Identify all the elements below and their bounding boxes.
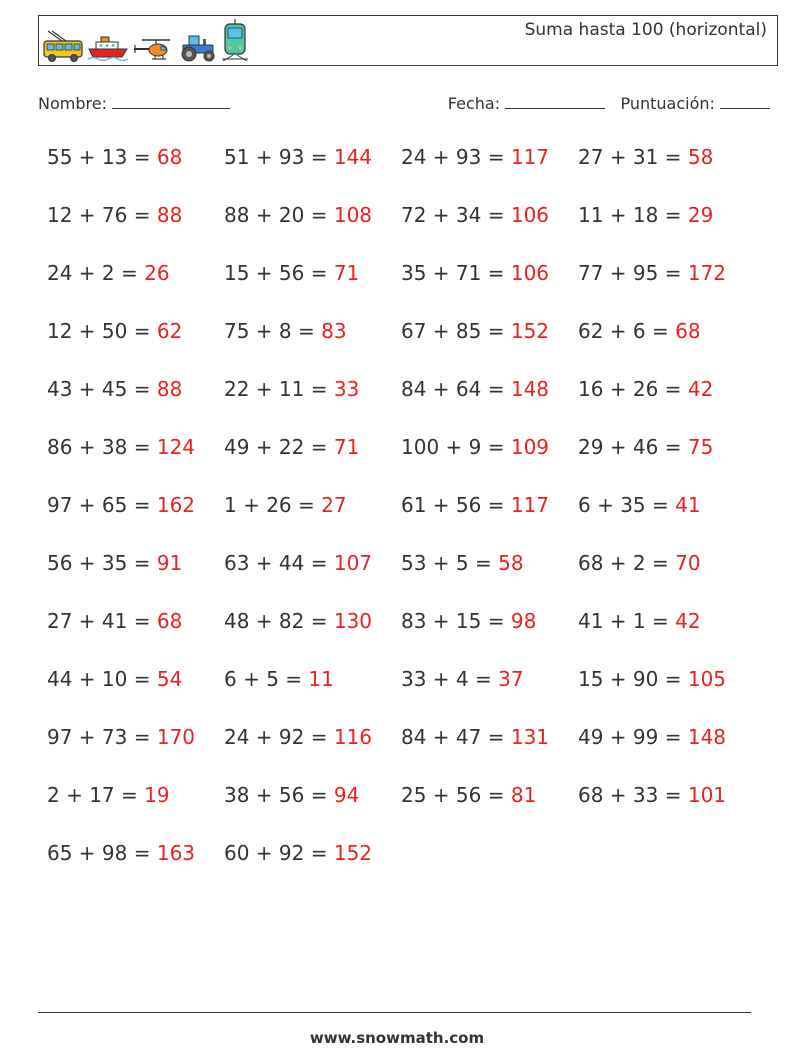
problem-answer: 26: [144, 261, 170, 285]
problem-question: 22 + 11 =: [224, 377, 334, 401]
problem-10-1: [47, 667, 182, 691]
problem-6-4: [578, 435, 713, 459]
problem-answer: 68: [675, 319, 701, 343]
problem-answer: 62: [156, 319, 183, 343]
problem-answer: 42: [675, 609, 701, 633]
problem-8-3: [401, 551, 524, 575]
problem-question: 6 + 35 =: [578, 493, 676, 517]
date-score-row: [448, 93, 770, 113]
problem-11-3: [401, 725, 549, 749]
header-icons: [42, 19, 250, 63]
problem-question: 100 + 9 =: [401, 435, 511, 459]
problem-5-1: [47, 377, 182, 401]
name-row: [38, 93, 230, 113]
problem-question: 6 + 5 =: [224, 667, 309, 691]
problem-question: 60 + 92 =: [224, 841, 334, 865]
problem-9-1: [47, 609, 182, 633]
problem-question: 24 + 92 =: [224, 725, 334, 749]
score-label: Puntuación:: [620, 94, 715, 113]
problem-answer: 11: [308, 667, 334, 691]
problem-question: 15 + 56 =: [224, 261, 334, 285]
problem-question: 75 + 8 =: [224, 319, 322, 343]
problem-7-1: [47, 493, 195, 517]
problem-3-3: [401, 261, 549, 285]
problem-question: 53 + 5 =: [401, 551, 499, 575]
problem-question: 44 + 10 =: [47, 667, 157, 691]
tractor-icon: [177, 33, 217, 63]
problem-6-2: [224, 435, 359, 459]
problem-1-3: [401, 145, 549, 169]
problem-answer: 27: [321, 493, 347, 517]
problem-question: 86 + 38 =: [47, 435, 157, 459]
date-blank[interactable]: [505, 93, 605, 109]
problem-9-2: [224, 609, 372, 633]
problem-3-1: [47, 261, 170, 285]
header-box: [38, 15, 778, 66]
problem-2-3: [401, 203, 549, 227]
footer-site: www.snowmath.com: [309, 1029, 485, 1047]
problem-answer: 148: [510, 377, 550, 401]
problem-question: 2 + 17 =: [47, 783, 145, 807]
problem-question: 67 + 85 =: [401, 319, 511, 343]
problem-question: 35 + 71 =: [401, 261, 511, 285]
problem-answer: 88: [156, 377, 183, 401]
problem-7-4: [578, 493, 701, 517]
name-label: Nombre:: [38, 94, 107, 113]
problem-answer: 98: [510, 609, 537, 633]
name-blank[interactable]: [112, 93, 230, 109]
problem-question: 84 + 64 =: [401, 377, 511, 401]
problem-question: 15 + 90 =: [578, 667, 688, 691]
problem-question: 83 + 15 =: [401, 609, 511, 633]
ship-icon: [87, 33, 129, 63]
problem-answer: 42: [687, 377, 714, 401]
problem-answer: 109: [510, 435, 550, 459]
problem-answer: 71: [333, 435, 360, 459]
problem-question: 16 + 26 =: [578, 377, 688, 401]
problem-4-2: [224, 319, 347, 343]
problem-answer: 107: [333, 551, 373, 575]
problem-answer: 71: [333, 261, 360, 285]
problem-question: 77 + 95 =: [578, 261, 688, 285]
problem-answer: 163: [156, 841, 196, 865]
problem-answer: 106: [510, 261, 550, 285]
problem-8-1: [47, 551, 182, 575]
problem-question: 12 + 50 =: [47, 319, 157, 343]
problem-question: 49 + 99 =: [578, 725, 688, 749]
problem-11-4: [578, 725, 726, 749]
problem-4-3: [401, 319, 549, 343]
problem-10-2: [224, 667, 334, 691]
problem-answer: 54: [156, 667, 183, 691]
problem-answer: 117: [510, 145, 550, 169]
problem-2-2: [224, 203, 372, 227]
problem-answer: 33: [333, 377, 360, 401]
problem-answer: 81: [510, 783, 537, 807]
problem-answer: 58: [687, 145, 714, 169]
problem-question: 1 + 26 =: [224, 493, 322, 517]
problem-5-3: [401, 377, 549, 401]
problem-answer: 162: [156, 493, 196, 517]
footer-divider: [38, 1012, 751, 1013]
problem-5-4: [578, 377, 713, 401]
problem-10-4: [578, 667, 726, 691]
problem-answer: 116: [333, 725, 373, 749]
problem-3-2: [224, 261, 359, 285]
problem-answer: 108: [333, 203, 373, 227]
problem-answer: 19: [144, 783, 170, 807]
problem-answer: 91: [156, 551, 183, 575]
problem-question: 97 + 73 =: [47, 725, 157, 749]
problem-1-1: [47, 145, 182, 169]
problem-answer: 152: [510, 319, 550, 343]
problem-10-3: [401, 667, 524, 691]
problem-question: 65 + 98 =: [47, 841, 157, 865]
problem-answer: 94: [333, 783, 360, 807]
problem-answer: 131: [510, 725, 550, 749]
problem-question: 33 + 4 =: [401, 667, 499, 691]
problem-answer: 130: [333, 609, 373, 633]
problem-11-1: [47, 725, 195, 749]
problem-question: 27 + 41 =: [47, 609, 157, 633]
problem-question: 12 + 76 =: [47, 203, 157, 227]
problem-12-4: [578, 783, 726, 807]
problem-answer: 29: [687, 203, 714, 227]
trolleybus-icon: [42, 29, 84, 63]
problem-question: 41 + 1 =: [578, 609, 676, 633]
problem-answer: 75: [687, 435, 714, 459]
problem-question: 24 + 2 =: [47, 261, 145, 285]
problem-answer: 106: [510, 203, 550, 227]
problem-question: 68 + 33 =: [578, 783, 688, 807]
problem-6-1: [47, 435, 195, 459]
problem-answer: 101: [687, 783, 727, 807]
problem-question: 49 + 22 =: [224, 435, 334, 459]
problem-4-1: [47, 319, 182, 343]
date-label: Fecha:: [447, 94, 501, 113]
problem-question: 48 + 82 =: [224, 609, 334, 633]
problem-question: 38 + 56 =: [224, 783, 334, 807]
problem-answer: 37: [498, 667, 524, 691]
problem-question: 88 + 20 =: [224, 203, 334, 227]
problem-answer: 117: [510, 493, 550, 517]
problem-question: 29 + 46 =: [578, 435, 688, 459]
problem-answer: 148: [687, 725, 727, 749]
problem-answer: 105: [687, 667, 727, 691]
problem-9-3: [401, 609, 536, 633]
problem-1-2: [224, 145, 372, 169]
problem-7-3: [401, 493, 549, 517]
problem-question: 27 + 31 =: [578, 145, 688, 169]
problem-question: 55 + 13 =: [47, 145, 157, 169]
problem-question: 43 + 45 =: [47, 377, 157, 401]
problem-13-1: [47, 841, 195, 865]
worksheet-title: Suma hasta 100 (horizontal): [524, 20, 767, 40]
problem-answer: 70: [675, 551, 701, 575]
problem-8-2: [224, 551, 372, 575]
problem-12-1: [47, 783, 170, 807]
problem-question: 11 + 18 =: [578, 203, 688, 227]
score-blank[interactable]: [720, 93, 770, 109]
helicopter-icon: [132, 37, 174, 63]
problem-1-4: [578, 145, 713, 169]
problem-question: 62 + 6 =: [578, 319, 676, 343]
problem-answer: 68: [156, 145, 183, 169]
problem-question: 61 + 56 =: [401, 493, 511, 517]
tram-icon: [220, 19, 250, 63]
problem-2-4: [578, 203, 713, 227]
problem-8-4: [578, 551, 701, 575]
problem-11-2: [224, 725, 372, 749]
problem-answer: 124: [156, 435, 196, 459]
problem-question: 84 + 47 =: [401, 725, 511, 749]
problem-answer: 172: [687, 261, 727, 285]
problem-6-3: [401, 435, 549, 459]
problem-3-4: [578, 261, 726, 285]
problem-question: 56 + 35 =: [47, 551, 157, 575]
problem-12-2: [224, 783, 359, 807]
problem-question: 68 + 2 =: [578, 551, 676, 575]
problem-question: 25 + 56 =: [401, 783, 511, 807]
problem-2-1: [47, 203, 182, 227]
problem-answer: 58: [498, 551, 524, 575]
problem-answer: 170: [156, 725, 196, 749]
problem-question: 97 + 65 =: [47, 493, 157, 517]
problem-answer: 68: [156, 609, 183, 633]
problem-question: 63 + 44 =: [224, 551, 334, 575]
problem-4-4: [578, 319, 701, 343]
problem-question: 51 + 93 =: [224, 145, 334, 169]
problem-answer: 152: [333, 841, 373, 865]
problem-9-4: [578, 609, 701, 633]
problem-12-3: [401, 783, 536, 807]
problem-answer: 88: [156, 203, 183, 227]
problem-answer: 83: [321, 319, 347, 343]
problem-13-2: [224, 841, 372, 865]
problem-5-2: [224, 377, 359, 401]
problem-question: 24 + 93 =: [401, 145, 511, 169]
problem-7-2: [224, 493, 347, 517]
problem-answer: 41: [675, 493, 701, 517]
problem-question: 72 + 34 =: [401, 203, 511, 227]
problem-answer: 144: [333, 145, 373, 169]
